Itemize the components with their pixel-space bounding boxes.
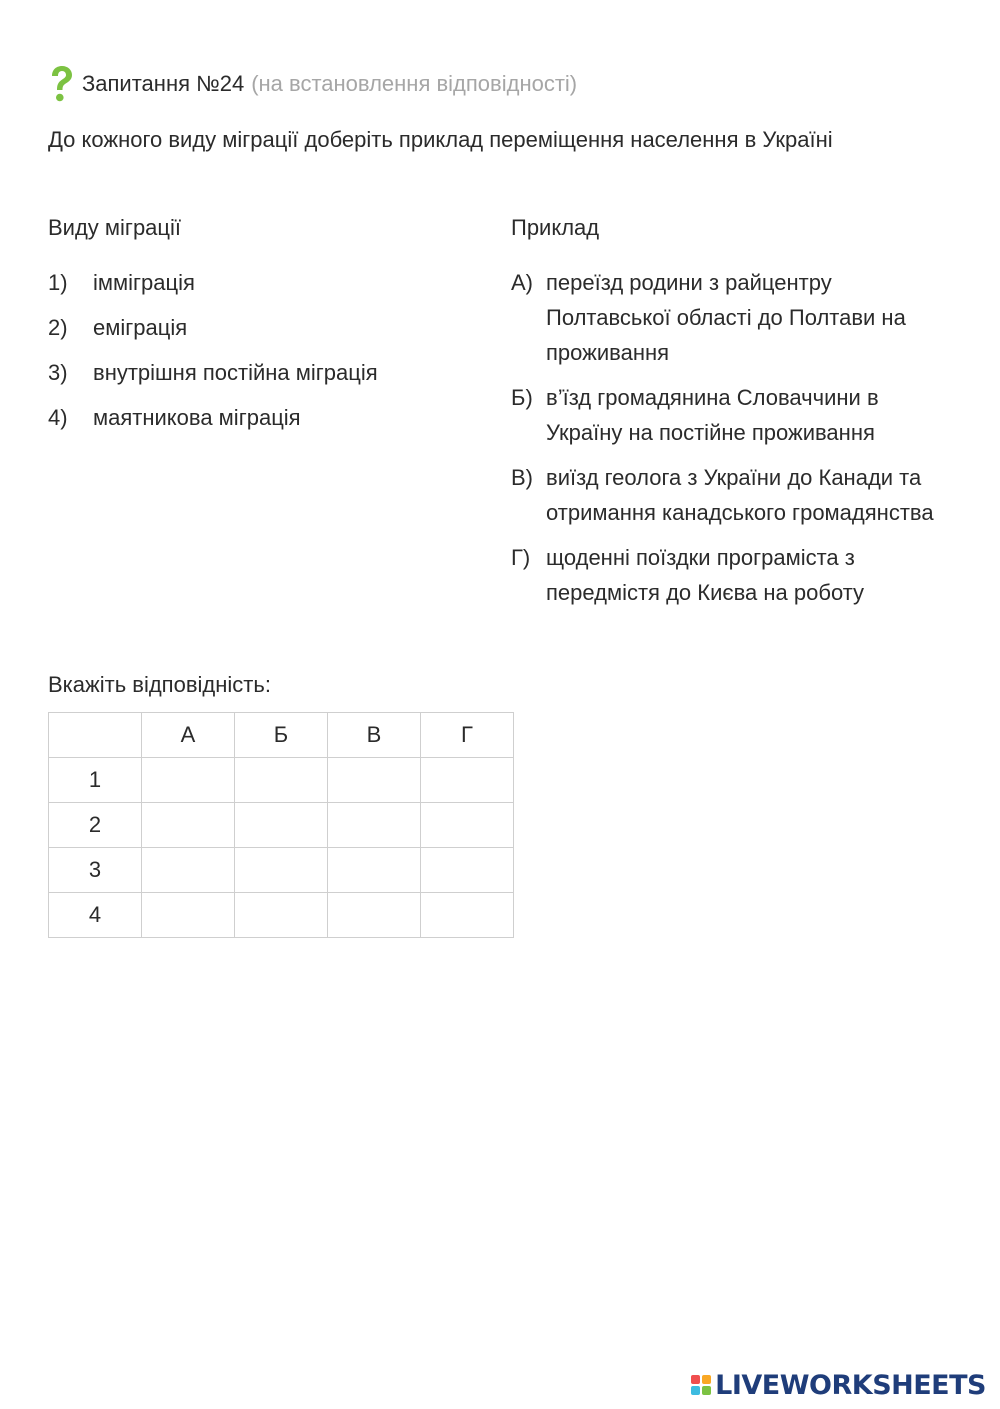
question-type: (на встановлення відповідності) <box>251 71 578 96</box>
logo-block-icon <box>702 1386 711 1395</box>
table-row <box>49 803 514 848</box>
list-item <box>48 265 488 300</box>
column-header: В <box>328 713 421 758</box>
answer-cell[interactable] <box>328 848 421 893</box>
answer-cell[interactable] <box>235 893 328 938</box>
answer-cell[interactable] <box>235 758 328 803</box>
row-header: 3 <box>49 848 142 893</box>
item-number: 4) <box>48 405 68 430</box>
list-item <box>48 400 488 435</box>
table-header-row <box>49 713 514 758</box>
item-text: внутрішня постійна міграція <box>93 360 378 385</box>
answer-cell[interactable] <box>328 803 421 848</box>
column-header: Б <box>235 713 328 758</box>
answer-cell[interactable] <box>142 758 235 803</box>
logo-block-icon <box>691 1386 700 1395</box>
answer-cell[interactable] <box>421 758 514 803</box>
answer-cell[interactable] <box>421 848 514 893</box>
list-item <box>48 310 488 345</box>
item-number: 2) <box>48 315 68 340</box>
answer-cell[interactable] <box>328 758 421 803</box>
row-header: 2 <box>49 803 142 848</box>
question-mark-icon <box>46 64 76 104</box>
list-item <box>511 380 961 450</box>
examples-list <box>511 265 961 620</box>
question-header <box>46 64 577 104</box>
row-header: 1 <box>49 758 142 803</box>
item-text: імміграція <box>93 270 195 295</box>
migration-types-list <box>48 265 488 445</box>
item-text: виїзд геолога з України до Канади та отримання канадського громадянства <box>546 465 934 525</box>
answer-cell[interactable] <box>421 893 514 938</box>
list-item <box>48 355 488 390</box>
question-title: Запитання №24 <box>82 71 245 96</box>
question-prompt: До кожного виду міграції доберіть приклад переміщення населення в Україні <box>48 127 833 152</box>
list-item <box>511 460 961 530</box>
item-number: 1) <box>48 270 68 295</box>
item-text: еміграція <box>93 315 188 340</box>
table-row <box>49 758 514 803</box>
liveworksheets-logo <box>691 1368 986 1402</box>
item-letter: Г) <box>511 545 531 570</box>
row-header: 4 <box>49 893 142 938</box>
logo-text: LIVEWORKSHEETS <box>715 1369 986 1401</box>
logo-blocks-icon <box>691 1375 711 1395</box>
logo-block-icon <box>691 1375 700 1384</box>
answer-cell[interactable] <box>142 803 235 848</box>
logo-block-icon <box>702 1375 711 1384</box>
answer-cell[interactable] <box>235 803 328 848</box>
answer-grid <box>48 712 514 938</box>
column-header: А <box>142 713 235 758</box>
answer-cell[interactable] <box>421 803 514 848</box>
answer-cell[interactable] <box>235 848 328 893</box>
column-header: Г <box>421 713 514 758</box>
list-item <box>511 540 961 610</box>
item-text: маятникова міграція <box>93 405 301 430</box>
item-letter: А) <box>511 270 533 295</box>
item-letter: В) <box>511 465 533 490</box>
item-text: переїзд родини з райцентру Полтавської області до Полтави на проживання <box>546 270 906 365</box>
answer-cell[interactable] <box>328 893 421 938</box>
item-text: щоденні поїздки програміста з передмістя до Києва на роботу <box>546 545 865 605</box>
item-number: 3) <box>48 360 68 385</box>
list-item <box>511 265 961 370</box>
item-text: в’їзд громадянина Словаччини в Україну на постійне проживання <box>546 385 879 445</box>
right-column-header: Приклад <box>511 215 600 240</box>
answer-cell[interactable] <box>142 893 235 938</box>
item-letter: Б) <box>511 385 533 410</box>
answer-cell[interactable] <box>142 848 235 893</box>
corner-cell <box>49 713 142 758</box>
answer-label: Вкажіть відповідність: <box>48 672 271 697</box>
table-row <box>49 893 514 938</box>
table-row <box>49 848 514 893</box>
left-column-header: Виду міграції <box>48 215 182 240</box>
